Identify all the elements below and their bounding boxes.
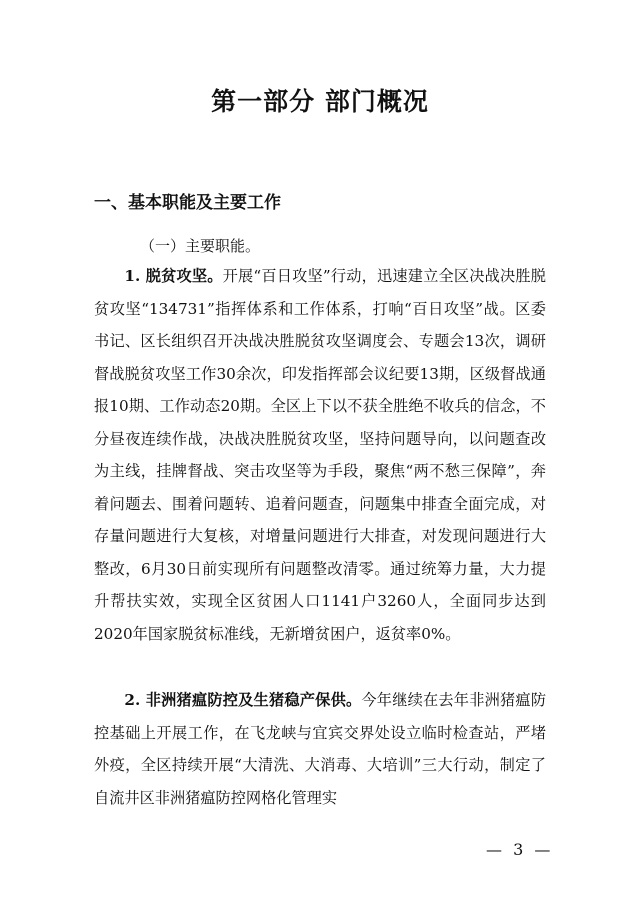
- subsection-heading: （一）主要职能。: [140, 237, 261, 255]
- paragraph-swine-fever-control: [94, 684, 546, 814]
- paragraph-lead: 2. 非洲猪瘟防控及生猪稳产保供。: [124, 691, 362, 709]
- page-title: 第一部分 部门概况: [211, 87, 429, 116]
- paragraph-body: 开展“百日攻坚”行动，迅速建立全区决战决胜脱贫攻坚“134731”指挥体系和工作体系，打响“百日攻坚”战。区委书记、区长组织召开决战决胜脱贫攻坚调度会、专题会13次，调研督战脱贫攻坚工作30余次，印发指挥部会议纪要13期，区级督战通报10期、工作动态20期。全区上下以不获全胜绝不收兵的信念，不分昼夜连续作战，决战决胜脱贫攻坚，坚持问题导向，以问题查改为主线，挂牌督战、突击攻坚等为手段，聚焦“两不愁三保障”，奔着问题去、围着问题转、追着问题查，问题集中排查全面完成，对存量问题进行大复核，对增量问题进行大排查，对发现问题进行大整改，6月30日前实现所有问题整改清零。通过统筹力量，大力提升帮扶实效，实现全区贫困人口1141户3260人，全面同步达到2020年国家脱贫标准线，无新增贫困户，返贫率0%。: [94, 267, 546, 643]
- paragraph-poverty-alleviation: [94, 260, 546, 650]
- page-number: — 3 —: [486, 840, 554, 859]
- paragraph-lead: 1. 脱贫攻坚。: [124, 267, 223, 285]
- paragraph-body: 今年继续在去年非洲猪瘟防控基础上开展工作，在飞龙峡与宜宾交界处设立临时检查站，严堵外疫，全区持续开展“大清洗、大消毒、大培训”三大行动，制定了自流井区非洲猪瘟防控网格化管理实: [94, 691, 547, 807]
- section-heading: 一、基本职能及主要工作: [94, 193, 281, 213]
